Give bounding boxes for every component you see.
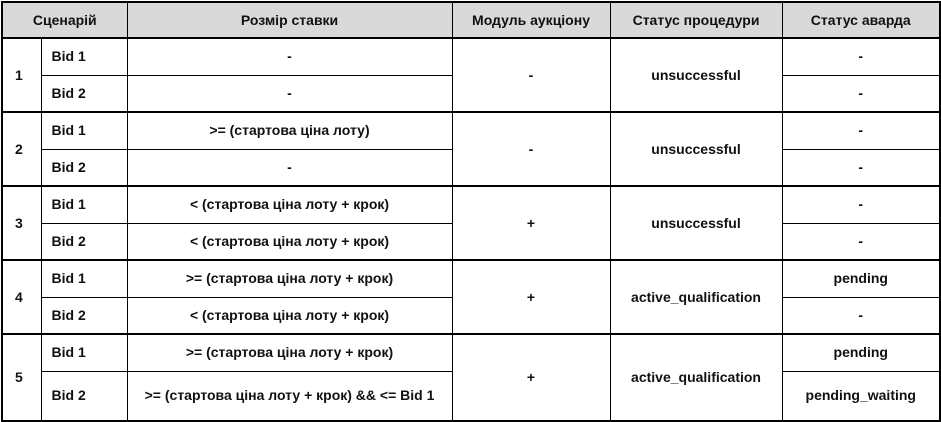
header-scenario: Сценарій	[2, 2, 127, 38]
award-status-cell: -	[782, 149, 940, 186]
scenario-number: 3	[2, 186, 41, 260]
bid-size: < (стартова ціна лоту + крок)	[127, 223, 452, 260]
bid-label: Bid 2	[41, 75, 127, 112]
header-procedure-status: Статус процедури	[610, 2, 782, 38]
award-status-cell: pending_waiting	[782, 371, 940, 421]
bid-size: >= (стартова ціна лоту + крок)	[127, 260, 452, 297]
bid-size: -	[127, 75, 452, 112]
bid-size: >= (стартова ціна лоту + крок) && <= Bid 1	[127, 371, 452, 421]
auction-module-cell: -	[452, 38, 610, 112]
procedure-status-cell: unsuccessful	[610, 38, 782, 112]
table-row	[2, 260, 940, 297]
auction-module-cell: +	[452, 186, 610, 260]
award-status-cell: -	[782, 75, 940, 112]
award-status-cell: pending	[782, 334, 940, 371]
bid-label: Bid 1	[41, 38, 127, 75]
procedure-status-cell: active_qualification	[610, 260, 782, 334]
procedure-status-cell: active_qualification	[610, 334, 782, 421]
award-status-cell: -	[782, 112, 940, 149]
award-status-cell: -	[782, 38, 940, 75]
scenario-number: 2	[2, 112, 41, 186]
bid-label: Bid 1	[41, 112, 127, 149]
scenario-table	[1, 1, 941, 422]
procedure-status-cell: unsuccessful	[610, 112, 782, 186]
procedure-status-cell: unsuccessful	[610, 186, 782, 260]
bid-label: Bid 1	[41, 186, 127, 223]
award-status-cell: -	[782, 223, 940, 260]
bid-label: Bid 2	[41, 149, 127, 186]
header-award-status: Статус аварда	[782, 2, 940, 38]
bid-size: -	[127, 38, 452, 75]
table-row	[2, 112, 940, 149]
header-bid-size: Розмір ставки	[127, 2, 452, 38]
bid-label: Bid 2	[41, 371, 127, 421]
scenario-number: 1	[2, 38, 41, 112]
table-row	[2, 334, 940, 371]
header-auction-module: Модуль аукціону	[452, 2, 610, 38]
bid-size: >= (стартова ціна лоту)	[127, 112, 452, 149]
auction-module-cell: -	[452, 112, 610, 186]
bid-size: >= (стартова ціна лоту + крок)	[127, 334, 452, 371]
scenario-number: 4	[2, 260, 41, 334]
header-row	[2, 2, 940, 38]
table-row	[2, 186, 940, 223]
table-row	[2, 38, 940, 75]
auction-module-cell: +	[452, 260, 610, 334]
auction-module-cell: +	[452, 334, 610, 421]
bid-size: < (стартова ціна лоту + крок)	[127, 186, 452, 223]
award-status-cell: pending	[782, 260, 940, 297]
bid-label: Bid 1	[41, 260, 127, 297]
bid-label: Bid 2	[41, 223, 127, 260]
award-status-cell: -	[782, 297, 940, 334]
scenario-number: 5	[2, 334, 41, 421]
award-status-cell: -	[782, 186, 940, 223]
bid-size: -	[127, 149, 452, 186]
bid-size: < (стартова ціна лоту + крок)	[127, 297, 452, 334]
bid-label: Bid 1	[41, 334, 127, 371]
bid-label: Bid 2	[41, 297, 127, 334]
